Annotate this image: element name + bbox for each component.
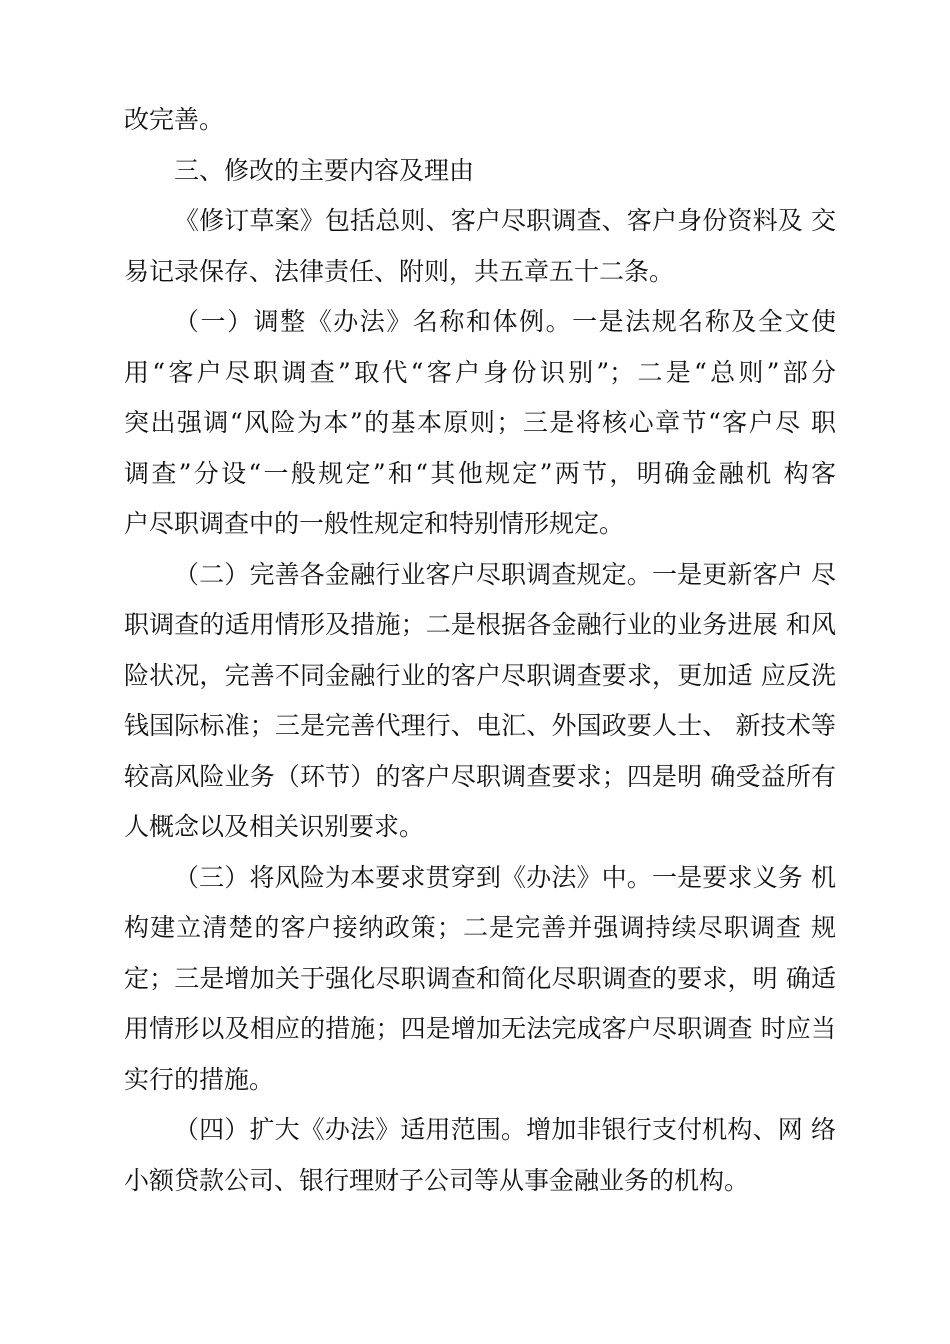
text-line: （四）扩大《办法》适用范围。增加非银行支付机构、网 络 xyxy=(174,1115,836,1144)
document-body xyxy=(124,95,836,1206)
text-line: （三）将风险为本要求贯穿到《办法》中。一是要求义务 机 xyxy=(174,862,836,892)
text-line: 易记录保存、法律责任、附则，共五章五十二条。 xyxy=(124,256,675,286)
text-line: 实行的措施。 xyxy=(124,1064,275,1094)
text-line: 调查”分设“一般规定”和“其他规定”两节，明确金融机 构客 xyxy=(124,458,836,488)
text-line: （一）调整《办法》名称和体例。一是法规名称及全文使 xyxy=(174,307,836,336)
text-line: 定；三是增加关于强化尽职调查和简化尽职调查的要求，明 确适 xyxy=(124,963,836,993)
text-line: 人概念以及相关识别要求。 xyxy=(124,812,425,841)
text-line: 改完善。 xyxy=(124,105,225,134)
text-line: 险状况，完善不同金融行业的客户尽职调查要求，更加适 应反洗 xyxy=(124,660,836,690)
text-line: 较高风险业务（环节）的客户尽职调查要求；四是明 确受益所有 xyxy=(124,761,836,791)
text-line: 用情形以及相应的措施；四是增加无法完成客户尽职调查 时应当 xyxy=(124,1014,836,1043)
section-heading: 三、修改的主要内容及理由 xyxy=(174,155,475,185)
text-line: 职调查的适用情形及措施；二是根据各金融行业的业务进展 和风 xyxy=(124,610,836,639)
text-line: 突出强调“风险为本”的基本原则；三是将核心章节“客户尽 职 xyxy=(124,408,836,437)
text-line: 小额贷款公司、银行理财子公司等从事金融业务的机构。 xyxy=(124,1165,750,1195)
text-line: 户尽职调查中的一般性规定和特别情形规定。 xyxy=(124,509,625,538)
text-line: 钱国际标准；三是完善代理行、电汇、外国政要人士、 新技术等 xyxy=(124,711,836,740)
text-line: 构建立清楚的客户接纳政策；二是完善并强调持续尽职调查 规 xyxy=(124,913,836,942)
text-line: 用“客户尽职调查”取代“客户身份识别”；二是“总则”部分 xyxy=(124,357,836,387)
text-line: （二）完善各金融行业客户尽职调查规定。一是更新客户 尽 xyxy=(174,559,836,589)
text-line: 《修订草案》包括总则、客户尽职调查、客户身份资料及 交 xyxy=(174,206,836,235)
